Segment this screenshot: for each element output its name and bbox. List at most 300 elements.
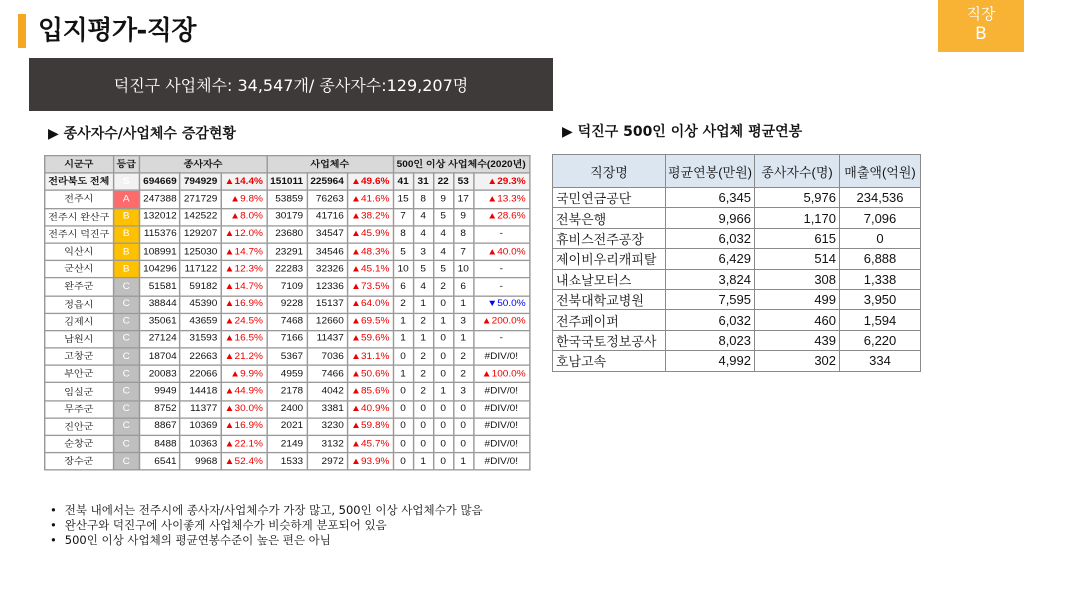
company-name-cell: 전주페이퍼 <box>553 310 666 330</box>
employment-change-table <box>44 155 530 471</box>
table-cell: ▲28.6% <box>473 208 529 225</box>
table-cell: 22066 <box>180 365 221 382</box>
table-row <box>45 418 530 435</box>
table-row <box>45 243 530 260</box>
table-cell: 3132 <box>307 435 348 452</box>
table-cell: 2 <box>393 296 413 313</box>
table-cell: ▲38.2% <box>347 208 393 225</box>
table-cell: #DIV/0! <box>473 418 529 435</box>
table-cell: 0 <box>433 330 453 347</box>
company-name-cell: 내쇼날모터스 <box>553 269 666 289</box>
table-cell: 0 <box>433 296 453 313</box>
table-row <box>45 383 530 400</box>
table-cell: 9,966 <box>666 208 755 228</box>
table-cell: 6,429 <box>666 249 755 269</box>
table-cell: 0 <box>413 400 433 417</box>
table-cell: 302 <box>755 351 840 371</box>
col-header-salary[interactable]: 평균연봉(만원) <box>666 155 755 188</box>
table-cell: 6541 <box>140 453 181 470</box>
table-row <box>553 208 921 228</box>
table-cell: 22663 <box>180 348 221 365</box>
table-cell: 2400 <box>267 400 307 417</box>
table-cell: 10 <box>393 261 413 278</box>
grade-cell: C <box>113 383 140 400</box>
table-cell: 6,032 <box>666 310 755 330</box>
company-name-cell: 전북대학교병원 <box>553 289 666 309</box>
table-cell: 7466 <box>307 365 348 382</box>
table-cell: 9968 <box>180 453 221 470</box>
table-cell: 2 <box>433 278 453 295</box>
avg-salary-table <box>552 154 921 372</box>
right-section-title: ▶ 덕진구 500인 이상 사업체 평균연봉 <box>562 124 803 140</box>
table-cell: 10363 <box>180 435 221 452</box>
table-cell: 0 <box>393 400 413 417</box>
table-cell: 2 <box>453 365 473 382</box>
table-cell: 30179 <box>267 208 307 225</box>
table-cell: ▲200.0% <box>473 313 529 330</box>
table-cell: 1533 <box>267 453 307 470</box>
table-cell: 진안군 <box>45 418 113 435</box>
grade-cell: S <box>113 173 140 190</box>
table-cell: 4,992 <box>666 351 755 371</box>
table-cell: ▲16.9% <box>221 418 267 435</box>
table-cell: 남원시 <box>45 330 113 347</box>
table-cell: 225964 <box>307 173 348 190</box>
table-cell: 5,976 <box>755 188 840 208</box>
table-cell: 4 <box>413 278 433 295</box>
table-cell: ▲64.0% <box>347 296 393 313</box>
table-cell: 8,023 <box>666 330 755 350</box>
table-cell: 514 <box>755 249 840 269</box>
table-cell: ▲50.6% <box>347 365 393 382</box>
table-cell: ▲40.0% <box>473 243 529 260</box>
table-row <box>553 228 921 248</box>
table-cell: 1 <box>413 296 433 313</box>
table-cell: 35061 <box>140 313 181 330</box>
table-cell: 임실군 <box>45 383 113 400</box>
badge-grade: B <box>975 24 987 44</box>
grade-cell: B <box>113 243 140 260</box>
table-cell: 460 <box>755 310 840 330</box>
table-cell: 3,950 <box>840 289 921 309</box>
table-cell: 34546 <box>307 243 348 260</box>
table-cell: 11377 <box>180 400 221 417</box>
table-row <box>45 348 530 365</box>
table-cell: - <box>473 330 529 347</box>
table-cell: ▼50.0% <box>473 296 529 313</box>
table-cell: 271729 <box>180 191 221 208</box>
table-cell: ▲14.7% <box>221 243 267 260</box>
table-cell: 3,824 <box>666 269 755 289</box>
table-cell: ▲12.3% <box>221 261 267 278</box>
table-cell: 129207 <box>180 226 221 243</box>
table-cell: 41 <box>393 173 413 190</box>
table-cell: 27124 <box>140 330 181 347</box>
table-cell: ▲29.3% <box>473 173 529 190</box>
grade-cell: A <box>113 191 140 208</box>
table-cell: 전주시 완산구 <box>45 208 113 225</box>
col-header-large-businesses[interactable]: 500인 이상 사업체수(2020년) <box>393 156 529 173</box>
table-cell: 0 <box>433 400 453 417</box>
table-cell: 1 <box>433 313 453 330</box>
table-cell: 7,595 <box>666 289 755 309</box>
table-cell: 2178 <box>267 383 307 400</box>
table-cell: 34547 <box>307 226 348 243</box>
summary-bullets <box>50 503 483 548</box>
table-cell: 2 <box>413 365 433 382</box>
table-cell: 8867 <box>140 418 181 435</box>
table-cell: 3 <box>453 313 473 330</box>
table-cell: 0 <box>453 400 473 417</box>
table-cell: 31593 <box>180 330 221 347</box>
col-header-grade[interactable]: 등급 <box>113 156 140 173</box>
table-cell: 4 <box>413 208 433 225</box>
company-name-cell: 휴비스전주공장 <box>553 228 666 248</box>
table-cell: ▲44.9% <box>221 383 267 400</box>
col-header-businesses[interactable]: 사업체수 <box>267 156 393 173</box>
table-row <box>553 310 921 330</box>
table-cell: 1 <box>393 330 413 347</box>
table-cell: 10369 <box>180 418 221 435</box>
table-cell: ▲14.4% <box>221 173 267 190</box>
table-cell: ▲9.8% <box>221 191 267 208</box>
table-cell: 59182 <box>180 278 221 295</box>
table-cell: 0 <box>413 435 433 452</box>
table-cell: 45390 <box>180 296 221 313</box>
table-row <box>45 365 530 382</box>
table-cell: 12660 <box>307 313 348 330</box>
table-cell: 8 <box>413 191 433 208</box>
company-name-cell: 제이비우리캐피탈 <box>553 249 666 269</box>
table-cell: 1 <box>413 453 433 470</box>
table-cell: #DIV/0! <box>473 348 529 365</box>
table-cell: - <box>473 278 529 295</box>
grade-cell: C <box>113 365 140 382</box>
grade-cell: B <box>113 226 140 243</box>
table-cell: 22 <box>433 173 453 190</box>
table-cell: ▲21.2% <box>221 348 267 365</box>
table-cell: 완주군 <box>45 278 113 295</box>
grade-cell: B <box>113 261 140 278</box>
table-cell: ▲16.5% <box>221 330 267 347</box>
table-cell: 43659 <box>180 313 221 330</box>
table-cell: ▲31.1% <box>347 348 393 365</box>
table-cell: 41716 <box>307 208 348 225</box>
table-cell: #DIV/0! <box>473 383 529 400</box>
table-cell: 9228 <box>267 296 307 313</box>
table-cell: 142522 <box>180 208 221 225</box>
table-cell: 순창군 <box>45 435 113 452</box>
col-header-district[interactable]: 시군구 <box>45 156 113 173</box>
table-cell: 615 <box>755 228 840 248</box>
table-cell: 2 <box>453 348 473 365</box>
table-cell: 고창군 <box>45 348 113 365</box>
table-cell: 8752 <box>140 400 181 417</box>
table-cell: 0 <box>393 348 413 365</box>
table-cell: 8 <box>453 226 473 243</box>
table-row <box>45 400 530 417</box>
table-cell: ▲40.9% <box>347 400 393 417</box>
table-cell: 6,032 <box>666 228 755 248</box>
table-cell: ▲12.0% <box>221 226 267 243</box>
table-cell: ▲69.5% <box>347 313 393 330</box>
table-cell: #DIV/0! <box>473 435 529 452</box>
table-row <box>45 208 530 225</box>
table-cell: 5 <box>433 261 453 278</box>
table-cell: ▲48.3% <box>347 243 393 260</box>
table-cell: 794929 <box>180 173 221 190</box>
table-cell: 7,096 <box>840 208 921 228</box>
table-cell: 장수군 <box>45 453 113 470</box>
table-cell: ▲93.9% <box>347 453 393 470</box>
table-cell: 4 <box>413 226 433 243</box>
col-header-revenue[interactable]: 매출액(억원) <box>840 155 921 188</box>
table-row <box>45 191 530 208</box>
badge-label: 직장 <box>966 5 996 23</box>
left-section-title: ▶ 종사자수/사업체수 증감현황 <box>48 126 236 142</box>
table-cell: #DIV/0! <box>473 400 529 417</box>
table-cell: 0 <box>433 365 453 382</box>
table-cell: 5 <box>433 208 453 225</box>
table-cell: ▲30.0% <box>221 400 267 417</box>
table-cell: 10 <box>453 261 473 278</box>
table-cell: 76263 <box>307 191 348 208</box>
table-cell: 6,888 <box>840 249 921 269</box>
table-cell: 5367 <box>267 348 307 365</box>
table-cell: 7036 <box>307 348 348 365</box>
table-cell: 3381 <box>307 400 348 417</box>
table-row <box>45 313 530 330</box>
bullet-item: • 전북 내에서는 전주시에 종사자/사업체수가 가장 많고, 500인 이상 사업체수가 많음 <box>50 503 483 518</box>
table-cell: 전주시 <box>45 191 113 208</box>
table-cell: 0 <box>393 418 413 435</box>
table-cell: 23680 <box>267 226 307 243</box>
table-cell: 7468 <box>267 313 307 330</box>
table-cell: 0 <box>393 453 413 470</box>
table-cell: 익산시 <box>45 243 113 260</box>
grade-cell: C <box>113 435 140 452</box>
table-cell: 53 <box>453 173 473 190</box>
table-cell: 2 <box>413 348 433 365</box>
table-cell: - <box>473 261 529 278</box>
table-cell: 1,338 <box>840 269 921 289</box>
table-cell: 334 <box>840 351 921 371</box>
table-cell: 0 <box>433 453 453 470</box>
table-row <box>553 289 921 309</box>
table-cell: 1 <box>453 330 473 347</box>
table-cell: 38844 <box>140 296 181 313</box>
table-cell: 499 <box>755 289 840 309</box>
table-cell: 7109 <box>267 278 307 295</box>
bullet-item: • 완산구와 덕진구에 사이좋게 사업체수가 비슷하게 분포되어 있음 <box>50 518 483 533</box>
company-name-cell: 국민연금공단 <box>553 188 666 208</box>
grade-cell: C <box>113 330 140 347</box>
table-cell: 0 <box>413 418 433 435</box>
table-cell: 11437 <box>307 330 348 347</box>
table-cell: 2 <box>413 313 433 330</box>
table-row <box>553 269 921 289</box>
table-cell: #DIV/0! <box>473 453 529 470</box>
table-cell: 0 <box>393 383 413 400</box>
table-cell: 5 <box>393 243 413 260</box>
table-cell: 18704 <box>140 348 181 365</box>
table-cell: 8 <box>393 226 413 243</box>
table-row <box>45 261 530 278</box>
table-cell: 117122 <box>180 261 221 278</box>
table-cell: 1 <box>453 453 473 470</box>
table-cell: 3 <box>453 383 473 400</box>
page-title: 입지평가-직장 <box>38 16 196 46</box>
table-cell: 0 <box>840 228 921 248</box>
table-cell: 1 <box>413 330 433 347</box>
table-cell: 53859 <box>267 191 307 208</box>
table-cell: 1,594 <box>840 310 921 330</box>
category-badge <box>938 0 1024 52</box>
table-cell: 14418 <box>180 383 221 400</box>
table-cell: 2 <box>413 383 433 400</box>
title-accent-bar <box>18 14 26 48</box>
table-cell: 2021 <box>267 418 307 435</box>
table-cell: 6,220 <box>840 330 921 350</box>
table-cell: 694669 <box>140 173 181 190</box>
table-cell: 1 <box>453 296 473 313</box>
table-cell: 군산시 <box>45 261 113 278</box>
table-cell: 정읍시 <box>45 296 113 313</box>
table-cell: ▲49.6% <box>347 173 393 190</box>
grade-cell: C <box>113 348 140 365</box>
table-cell: ▲52.4% <box>221 453 267 470</box>
table-row <box>45 226 530 243</box>
table-cell: 1,170 <box>755 208 840 228</box>
table-cell: 32326 <box>307 261 348 278</box>
table-cell: 15137 <box>307 296 348 313</box>
table-cell: 4 <box>433 226 453 243</box>
table-cell: 0 <box>393 435 413 452</box>
table-cell: 5 <box>413 261 433 278</box>
grade-cell: C <box>113 296 140 313</box>
table-cell: ▲85.6% <box>347 383 393 400</box>
table-cell: 김제시 <box>45 313 113 330</box>
grade-cell: C <box>113 313 140 330</box>
grade-cell: C <box>113 400 140 417</box>
table-cell: 234,536 <box>840 188 921 208</box>
company-name-cell: 호남고속 <box>553 351 666 371</box>
table-row <box>45 296 530 313</box>
table-cell: ▲45.1% <box>347 261 393 278</box>
table-cell: 9 <box>433 191 453 208</box>
table-row <box>45 173 530 190</box>
table-row <box>553 249 921 269</box>
table-cell: 108991 <box>140 243 181 260</box>
table-cell: ▲8.0% <box>221 208 267 225</box>
table-cell: 4 <box>433 243 453 260</box>
table-row <box>553 188 921 208</box>
table-cell: 1 <box>393 365 413 382</box>
table-cell: 9 <box>453 208 473 225</box>
grade-cell: C <box>113 418 140 435</box>
table-row <box>45 435 530 452</box>
company-name-cell: 전북은행 <box>553 208 666 228</box>
table-cell: 2149 <box>267 435 307 452</box>
table-cell: 4959 <box>267 365 307 382</box>
col-header-company[interactable]: 직장명 <box>553 155 666 188</box>
table-cell: ▲24.5% <box>221 313 267 330</box>
table-cell: 4042 <box>307 383 348 400</box>
table-cell: ▲41.6% <box>347 191 393 208</box>
table-cell: 전주시 덕진구 <box>45 226 113 243</box>
summary-banner: 덕진구 사업체수: 34,547개/ 종사자수:129,207명 <box>29 58 553 111</box>
table-row <box>45 453 530 470</box>
table-cell: 2972 <box>307 453 348 470</box>
table-cell: 22283 <box>267 261 307 278</box>
table-cell: 31 <box>413 173 433 190</box>
table-cell: ▲59.6% <box>347 330 393 347</box>
col-header-staff[interactable]: 종사자수(명) <box>755 155 840 188</box>
table-cell: 15 <box>393 191 413 208</box>
table-cell: 115376 <box>140 226 181 243</box>
table-cell: 3 <box>413 243 433 260</box>
table-cell: 20083 <box>140 365 181 382</box>
table-cell: 0 <box>433 418 453 435</box>
table-cell: 23291 <box>267 243 307 260</box>
table-row <box>45 278 530 295</box>
table-cell: 0 <box>453 418 473 435</box>
grade-cell: C <box>113 453 140 470</box>
table-cell: ▲16.9% <box>221 296 267 313</box>
table-cell: ▲45.9% <box>347 226 393 243</box>
table-cell: - <box>473 226 529 243</box>
table-cell: ▲59.8% <box>347 418 393 435</box>
table-cell: 전라북도 전체 <box>45 173 113 190</box>
table-cell: ▲13.3% <box>473 191 529 208</box>
table-cell: ▲14.7% <box>221 278 267 295</box>
table-cell: 1 <box>433 383 453 400</box>
table-row <box>45 330 530 347</box>
grade-cell: C <box>113 278 140 295</box>
table-cell: 3230 <box>307 418 348 435</box>
table-cell: 125030 <box>180 243 221 260</box>
table-cell: 439 <box>755 330 840 350</box>
table-cell: ▲22.1% <box>221 435 267 452</box>
table-cell: 7 <box>453 243 473 260</box>
table-cell: 6 <box>393 278 413 295</box>
table-cell: 0 <box>433 348 453 365</box>
table-cell: 12336 <box>307 278 348 295</box>
table-cell: ▲73.5% <box>347 278 393 295</box>
table-cell: 0 <box>453 435 473 452</box>
table-cell: 6,345 <box>666 188 755 208</box>
col-header-employees[interactable]: 종사자수 <box>140 156 267 173</box>
table-row <box>553 351 921 371</box>
table-cell: 17 <box>453 191 473 208</box>
table-cell: 8488 <box>140 435 181 452</box>
table-row <box>553 330 921 350</box>
table-cell: 9949 <box>140 383 181 400</box>
table-cell: 308 <box>755 269 840 289</box>
table-cell: 7 <box>393 208 413 225</box>
table-cell: 0 <box>433 435 453 452</box>
table-cell: 151011 <box>267 173 307 190</box>
table-cell: 부안군 <box>45 365 113 382</box>
table-cell: 247388 <box>140 191 181 208</box>
table-cell: 무주군 <box>45 400 113 417</box>
bullet-item: • 500인 이상 사업체의 평균연봉수준이 높은 편은 아님 <box>50 533 483 548</box>
table-cell: ▲100.0% <box>473 365 529 382</box>
table-cell: 6 <box>453 278 473 295</box>
table-cell: ▲45.7% <box>347 435 393 452</box>
table-cell: 51581 <box>140 278 181 295</box>
company-name-cell: 한국국토정보공사 <box>553 330 666 350</box>
